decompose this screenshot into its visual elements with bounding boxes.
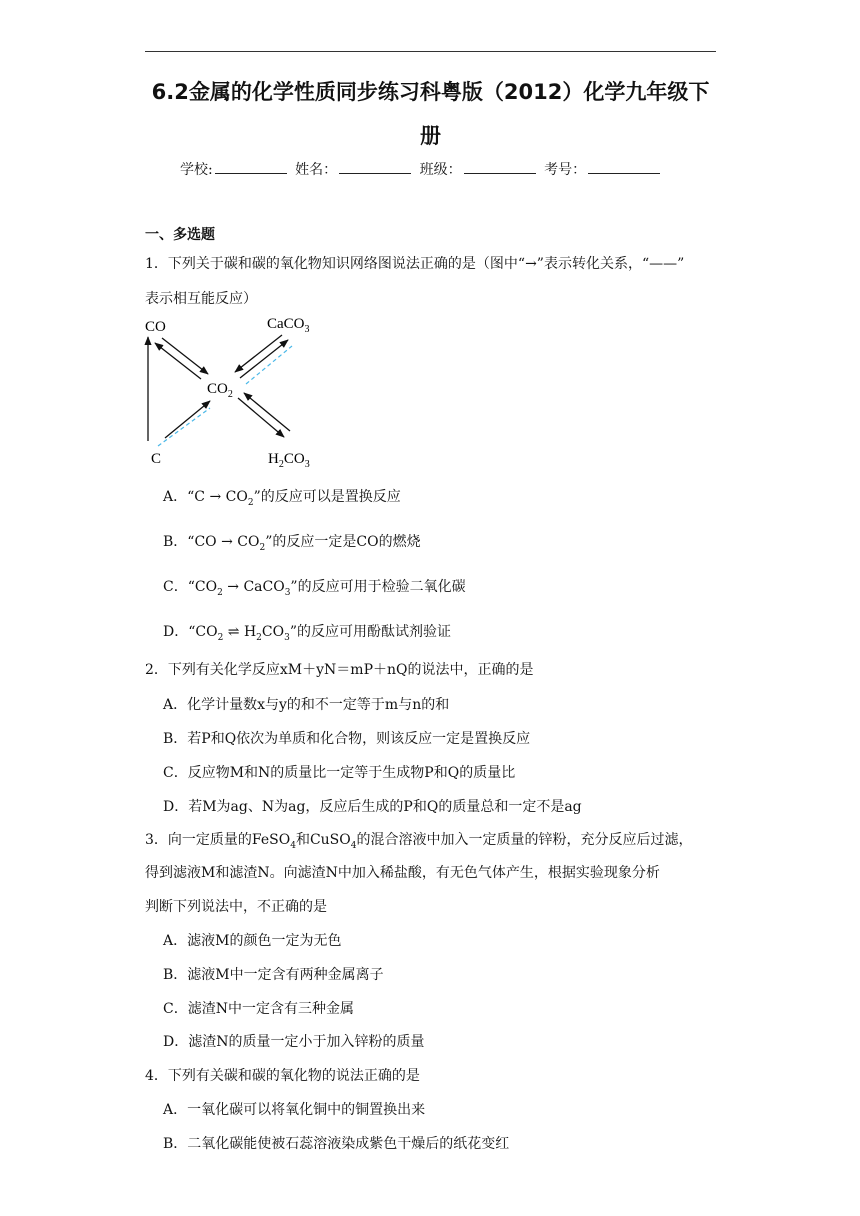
q3-option-d: D．滤渣N的质量一定小于加入锌粉的质量 xyxy=(163,1034,425,1050)
q1-option-d: D．“$CO_2$ ⇌ $H_2CO_3$”的反应可用酚酞试剂验证 xyxy=(163,624,452,643)
q4-option-a: A．一氧化碳可以将氧化铜中的铜置换出来 xyxy=(163,1102,426,1118)
section-heading: 一、多选题 xyxy=(145,227,215,243)
carbon-network-diagram xyxy=(140,310,340,472)
q1-option-b: B．“CO → $CO_2$”的反应一定是CO的燃烧 xyxy=(163,534,421,553)
q1-stem-line2: 表示相互能反应） xyxy=(145,291,257,307)
q2-option-a: A．化学计量数x与y的和不一定等于m与n的和 xyxy=(163,697,450,713)
node-co2: $CO_2$ xyxy=(207,381,233,400)
node-c: C xyxy=(151,451,162,467)
q2-option-d: D．若M为ag、N为ag，反应后生成的P和Q的质量总和一定不是ag xyxy=(163,799,582,815)
school-blank xyxy=(215,161,287,174)
arrow-co2-to-h2co3 xyxy=(238,398,284,437)
node-h2co3: $H_2CO_3$ xyxy=(268,451,310,470)
page-title-line1: 6.2金属的化学性质同步练习科粤版（2012）化学九年级下 xyxy=(151,80,710,104)
q2-option-b: B．若P和Q依次为单质和化合物，则该反应一定是置换反应 xyxy=(163,731,531,747)
arrow-co-to-co2 xyxy=(162,338,208,374)
exam-no-label: 考号： xyxy=(544,162,587,178)
q1-option-a: A．“$C \to CO_2$”的反应可以是置换反应 xyxy=(163,489,401,508)
name-blank xyxy=(339,161,411,174)
dashed-co2-caco3 xyxy=(246,346,292,384)
exam-no-blank xyxy=(588,161,660,174)
q4-option-b: B．二氧化碳能使被石蕊溶液染成紫色干燥后的纸花变红 xyxy=(163,1136,510,1152)
class-blank xyxy=(464,161,536,174)
q2-option-c: C．反应物M和N的质量比一定等于生成物P和Q的质量比 xyxy=(163,765,516,781)
q3-option-b: B．滤液M中一定含有两种金属离子 xyxy=(163,967,384,983)
arrow-h2co3-to-co2 xyxy=(244,393,290,431)
arrow-co2-to-caco3 xyxy=(240,340,288,378)
node-co: CO xyxy=(145,319,166,335)
q3-option-c: C．滤渣N中一定含有三种金属 xyxy=(163,1001,354,1017)
school-label: 学校: xyxy=(180,162,213,178)
q1-stem-line1: 1．下列关于碳和碳的氧化物知识网络图说法正确的是（图中“→”表示转化关系，“——” xyxy=(145,256,685,272)
node-caco3: CaCO$_3$ xyxy=(267,316,310,335)
q4-stem: 4．下列有关碳和碳的氧化物的说法正确的是 xyxy=(145,1068,420,1084)
q3-stem-line3: 判断下列说法中，不正确的是 xyxy=(145,899,327,915)
arrow-c-to-co2 xyxy=(165,401,210,438)
q3-stem-line1: 3．向一定质量的FeSO$_4$和CuSO$_4$的混合溶液中加入一定质量的锌粉，充分反应后过滤， xyxy=(145,832,693,851)
dashed-c-co2 xyxy=(158,408,210,446)
q1-option-c: C．“$CO_2$ → CaCO$_3$”的反应可用于检验二氧化碳 xyxy=(163,579,466,598)
student-info-row xyxy=(180,159,664,179)
header-rule xyxy=(145,51,716,52)
name-label: 姓名： xyxy=(295,162,338,178)
q3-option-a: A．滤液M的颜色一定为无色 xyxy=(163,933,342,949)
class-label: 班级： xyxy=(419,162,462,178)
arrow-co2-to-co xyxy=(155,343,201,379)
arrow-caco3-to-co2 xyxy=(235,335,282,372)
q3-stem-line2: 得到滤液M和滤渣N。向滤渣N中加入稀盐酸，有无色气体产生，根据实验现象分析 xyxy=(145,865,660,881)
page-title-line2: 册 xyxy=(420,124,441,148)
q2-stem: 2．下列有关化学反应xM＋yN＝mP＋nQ的说法中，正确的是 xyxy=(145,662,534,678)
